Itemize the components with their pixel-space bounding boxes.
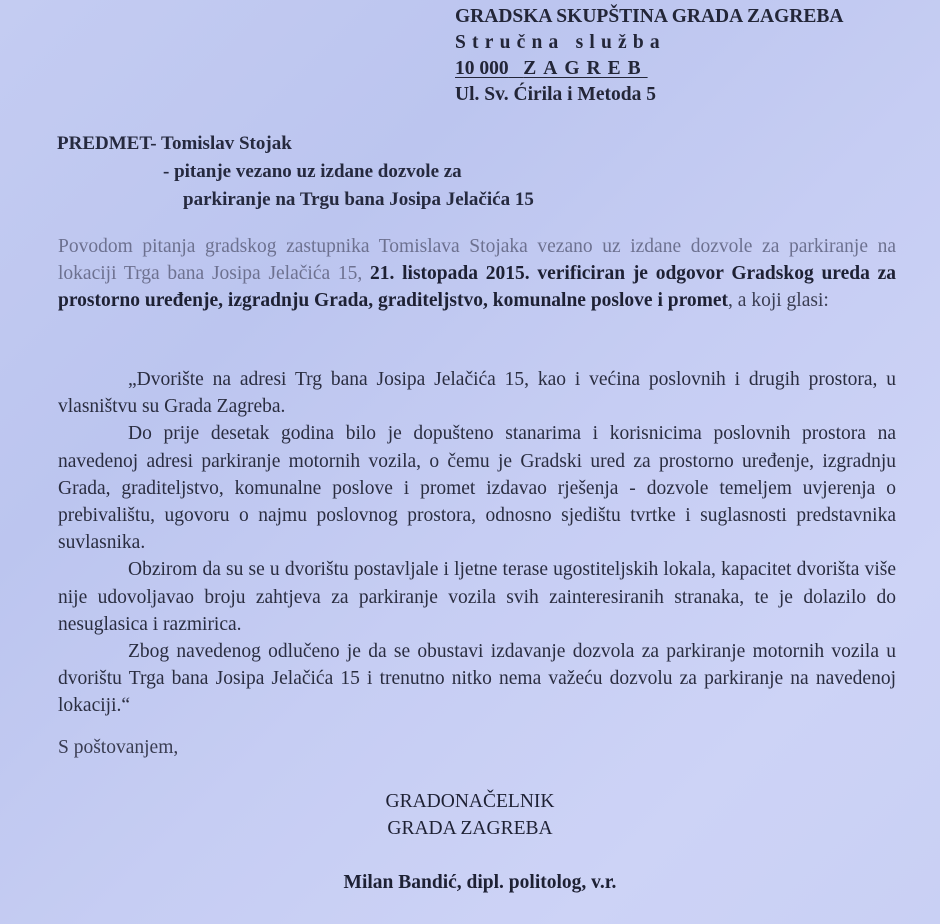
intro-text-1: Povodom pitanja gradskog zastupnika Tomislava Stojaka vezano uz izdane dozvole za parkiranje na lokaciji Trga bana Josipa Jelačića 15, <box>58 236 896 285</box>
letterhead-department: Stručna služba <box>455 32 666 53</box>
letterhead <box>455 4 843 108</box>
subject-line-3: parkiranje na Trgu bana Josipa Jelačića 15 <box>183 189 534 210</box>
letterhead-postal-code: 10 000 <box>455 58 509 79</box>
signature-title-line-2: GRADA ZAGREBA <box>387 818 553 839</box>
letterhead-address: Ul. Sv. Ćirila i Metoda 5 <box>455 84 656 105</box>
quoted-response <box>58 366 896 720</box>
signature-title-line-1: GRADONAČELNIK <box>385 791 555 812</box>
signatory-name: Milan Bandić, dipl. politolog, v.r. <box>343 872 617 893</box>
intro-text-2: , a koji glasi: <box>728 290 829 312</box>
quote-paragraph: Obzirom da su se u dvorištu postavljale i ljetne terase ugostiteljskih lokala, kapacitet dvorišta više nije udovoljavao broju zahtjeva za parkiranje vozila svih zainteresiranih stranaka, te je dolazilo do nesuglasica i razmirica. <box>58 559 896 635</box>
quote-paragraph: Do prije desetak godina bilo je dopušteno stanarima i korisnicima poslovnih prostora na navedenoj adresi parkiranje motornih vozila, o čemu je Gradski ured za prostorno uređenje, izgradnju Grada, graditeljstvo, komunalne poslove i promet izdavao rješenja - dozvole temeljem uvjerenja o prebivalištu, ugovoru o najmu poslovnog prostora, odnosno sjedištu tvrtke i suglasnosti predstavnika suvlasnika. <box>58 423 896 554</box>
letterhead-city <box>455 56 843 82</box>
intro-paragraph <box>58 233 896 315</box>
subject-line-1 <box>57 130 534 158</box>
quote-paragraph: „Dvorište na adresi Trg bana Josipa Jelačića 15, kao i većina poslovnih i drugih prostora, u vlasništvu su Grada Zagreba. <box>58 369 896 418</box>
signature-name <box>300 872 640 894</box>
subject-person: Tomislav Stojak <box>161 133 292 154</box>
subject-line-2: - pitanje vezano uz izdane dozvole za <box>163 161 462 182</box>
intro-date-bold: 21. listopada 2015. verificiran je odgovor Gradskog ureda za prostorno uređenje, izgradnju Grada, graditeljstvo, komunalne poslove i promet <box>58 263 896 312</box>
subject-label: PREDMET- <box>57 133 157 154</box>
letterhead-city-name: ZAGREB <box>523 58 648 79</box>
letterhead-institution: GRADSKA SKUPŠTINA GRADA ZAGREBA <box>455 6 844 27</box>
quote-paragraph: Zbog navedenog odlučeno je da se obustavi izdavanje dozvola za parkiranje motornih vozila u dvorištu Trga bana Josipa Jelačića 15 i trenutno nitko nema važeću dozvolu za parkiranje na navedenoj lokaciji.“ <box>58 641 896 717</box>
signature-title <box>300 788 640 842</box>
closing-salutation: S poštovanjem, <box>58 737 179 758</box>
subject-block <box>57 130 534 214</box>
